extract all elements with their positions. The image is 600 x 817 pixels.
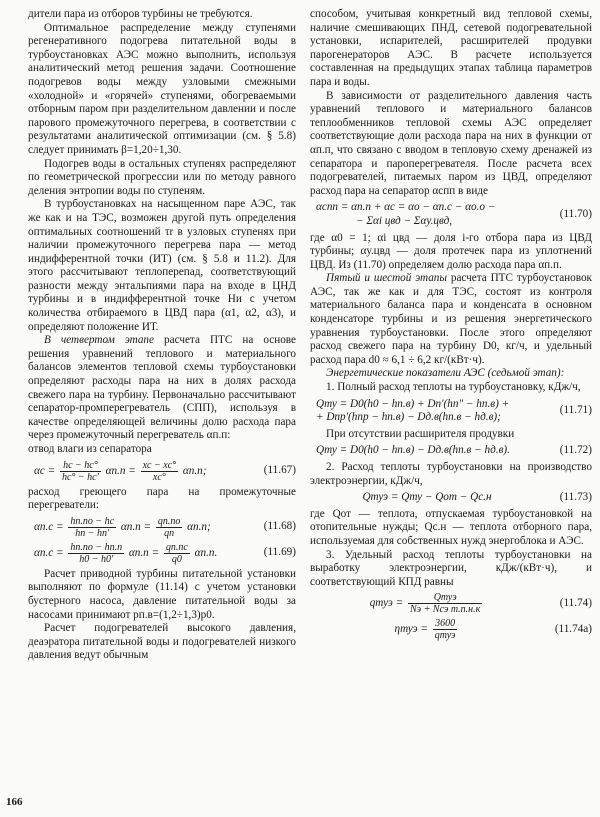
paragraph: В зависимости от разделительного давления часть уравнений теплового и материального балансов теплообменников тепловой схемы АЭС определяет соответствующие доли расхода пара на них в функции от αп.п, что связано с вводом в тепловую схему дренажей из сепаратора и пароперегревателя. После расчета всех подогревателей, питаемых паром из ЦВД, определяют расход пара на сепаратор αспп в виде [310,89,592,197]
paragraph: 3. Удельный расход теплоты турбоустановки на выработку электроэнергии, кДж/(кВт·ч), и соответствующий КПД равны [310,548,592,588]
equation-11-67: αс = $\frac{hс - hс^\circ}{hс^\circ - hс'}$ αп.п = $\frac{xс - xс^\circ}{xс^\circ}$ αп.п; (11.67) [34,459,296,483]
equation-number: (11.70) [559,208,592,221]
paragraph: отвод влаги из сепаратора [28,443,152,455]
paragraph: расход греющего пара на промежуточные перегреватели: [28,485,296,512]
equation-number: (11.74а) [554,623,592,636]
equation-11-70: αспп = αп.п + αс = αо − αп.с − αо.о − − Σαi цвд − Σαу.цвд, (11.70) [316,201,592,227]
paragraph: 1. Полный расход теплоты на турбоустановку, кДж/ч, [326,381,581,394]
equation-11-73: Qтуэ = Qту − Qот − Qс.н (11.73) [362,491,592,504]
paragraph: Энергетические показатели АЭС (седьмой этап): [326,367,565,380]
paragraph: Подогрев воды в остальных ступенях распределяют по геометрической прогрессии или по методу равного деления энтропии воды по ступеням. [28,157,296,197]
paragraph: Расчет приводной турбины питательной установки выполняют по формуле (11.14) с учетом установки бустерного насоса, давление питательной воды за насосами принимают pп.в=(1,2÷1,3)p0. [28,567,296,621]
fraction: $\frac{qп.пс}{q0}$ [165,541,188,565]
paragraph: дители пара из отборов турбины не требуются. [28,8,253,20]
paragraph: При отсутствии расширителя продувки [326,427,515,440]
equation-number: (11.73) [559,491,592,504]
equation-11-71: Qту = D0(h0 − hп.в) + Dп′(hп″ − hп.в) + + Dпр′(hпр − hп.в) − Dд.в(hп.в − hд.в); (11.71) [316,397,592,424]
paragraph: В четвертом этапе расчета ПТС на основе решения уравнений теплового и материального балансов элементов тепловой схемы турбоустановки определяют расходы пара на них в долях расхода свежего пара на турбину. Первоначально рассчитывают сепаратор-промперегреватель (СПП), используя в качестве определяющей величины долю расхода пара через промежуточный перегреватель αп.п: [28,334,296,442]
paragraph: Расчет подогревателей высокого давления, деаэратора питательной воды и подогревателей низкого давления ведут обычным [28,622,296,662]
equation-number: (11.72) [559,444,592,457]
paragraph: способом, учитывая конкретный вид тепловой схемы, наличие смешивающих ПНД, сетевой подогревательной установки, испарителей, расширителей продувки парогенераторов АЭС. В расчете используется составленная на предыдущих этапах таблица параметров пара и воды. [310,8,592,88]
fraction: $\frac{hп.по - hс}{hп - hп'}$ [70,515,115,539]
equation-11-72: Qту = D0(h0 − hп.в) − Dд.в(hп.в − hд.в). (11.72) [316,444,592,457]
equation-11-74: qтуэ = $\frac{\text{Qтуэ}}{\text{Nэ + Nсэ т.п.н.к}}$ (11.74) [369,592,592,616]
equation-number: (11.71) [559,404,592,417]
left-column [28,8,296,663]
paragraph: Пятый и шестой этапы расчета ПТС турбоустановок АЭС, так же как и для ТЭС, состоят из контроля материального баланса пара и конденсата в основном конденсаторе турбины и из решения энергетического уравнения турбоустановки. После этого определяют расход свежего пара на турбину D0, кг/ч, и удельный расход пара d0 ≈ 6,1 ÷ 6,2 кг/(кВт·ч). [310,272,592,366]
paragraph: 2. Расход теплоты турбоустановки на производство электроэнергии, кДж/ч, [310,461,592,487]
paragraph: где α0 = 1; αi цвд — доля i-го отбора пара из ЦВД турбины; αу.цвд — доля протечек пара из уплотнений ЦВД. Из (11.70) определяем долю расхода пара αп.п. [310,231,592,271]
stage-heading: В четвертом этапе [44,334,154,347]
fraction: $\frac{\text{Qтуэ}}{\text{Nэ + Nсэ т.п.н.к}}$ [409,592,481,616]
right-column [310,8,592,644]
fraction: $\frac{qп.по}{qп}$ [157,515,181,539]
equation-11-74a: ηтуэ = $\frac{3600}{\text{qтуэ}}$ (11.74а) [394,618,592,642]
page-number: 166 [6,796,23,808]
equation-number: (11.69) [263,546,296,559]
equation-number: (11.68) [263,520,296,533]
paragraph: В турбоустановках на насыщенном паре АЭС, так же как и на ТЭС, возможен другой путь определения оптимальных соотношений τr в узловых ступенях при наличии промежуточного перегрева пара — метод индифферентной точки (ИТ) (см. § 5.8 и 11.2). Для этого рассчитывают теплоперепад, соответствующий разности между энтальпиями пара на входе в ЦНД турбины и в индифферентной точке Hи с учетом количества отбираемого в ЦВД пара (α1, α2, α3), и определяют положение ИТ. [28,198,296,333]
stage-heading: Пятый и шестой этапы [326,272,447,285]
fraction: $\frac{xс - xс^\circ}{xс^\circ}$ [142,459,177,483]
paragraph: где Qот — теплота, отпускаемая турбоустановкой на отопительные нужды; Qс.н — теплота отборного пара, используемая для собственных нужд энергоблока и АЭС. [310,507,592,547]
equation-number: (11.67) [263,464,296,477]
fraction: $\frac{hп.по - hп.п}{h0 - h0'}$ [70,541,123,565]
equation-11-68: αп.с = $\frac{hп.по - hс}{hп - hп'}$ αп.п = $\frac{qп.по}{qп}$ αп.п; (11.68) [34,515,296,539]
equation-number: (11.74) [559,597,592,610]
paragraph: Оптимальное распределение между ступенями регенеративного подогрева питательной воды в турбоустановках АЭС можно выполнить, используя аналитический метод решения задачи. Соотношение подогревов воды между узловыми смежными «холодной» и «горячей» ступенями, обогреваемыми отборным паром при разделительном давлении и после парового промежуточного перегрева, в соответствии с результатами аналитической оптимизации (см. § 5.8) следует принимать β=1,20÷1,30. [28,21,296,156]
fraction: $\frac{3600}{\text{qтуэ}}$ [434,618,456,642]
equation-11-69: αп.с = $\frac{hп.по - hп.п}{h0 - h0'}$ αп.п = $\frac{qп.пс}{q0}$ αп.п. (11.69) [34,541,296,565]
fraction: $\frac{hс - hс^\circ}{hс^\circ - hс'}$ [61,459,99,483]
